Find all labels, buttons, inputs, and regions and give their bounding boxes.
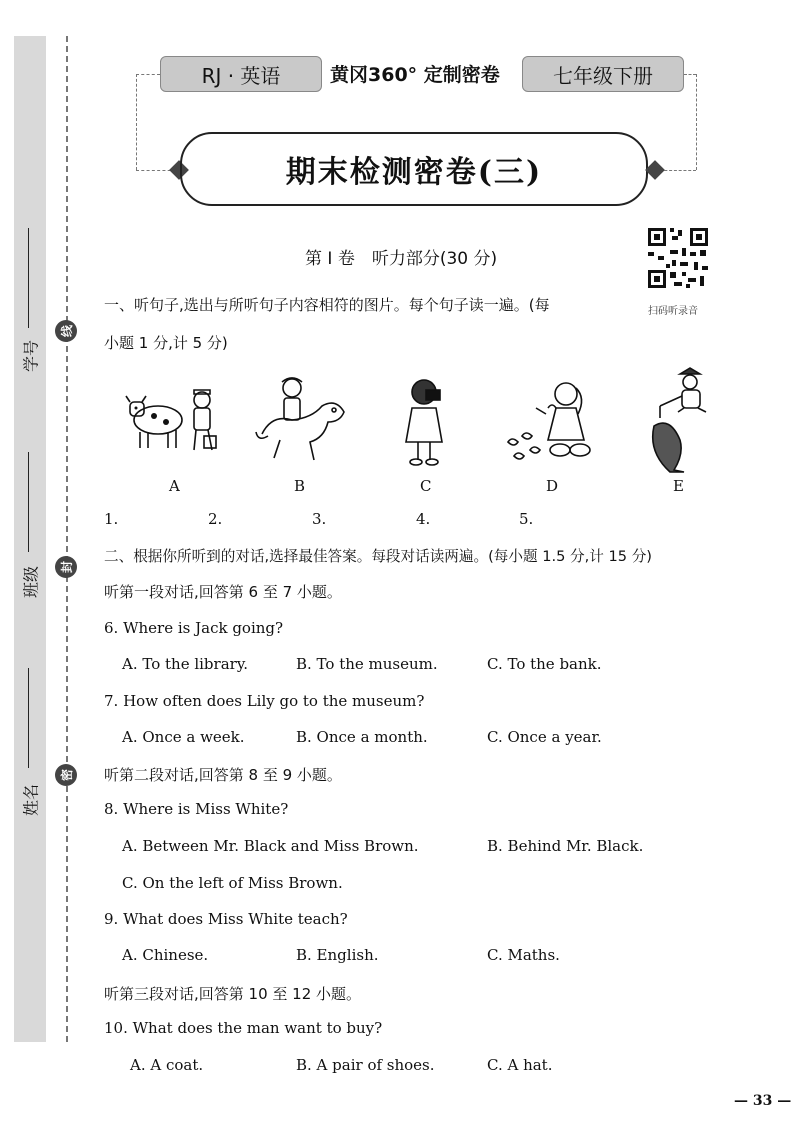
dialogue2-intro: 听第二段对话,回答第 8 至 9 小题。: [104, 766, 342, 784]
q9-option-c: C. Maths.: [487, 946, 560, 964]
q9-option-a: A. Chinese.: [122, 946, 209, 964]
picture-d-girl-chicks: [500, 378, 600, 468]
class-label: 班级: [21, 565, 41, 599]
picture-label-a: A: [169, 477, 180, 495]
q10-option-a: A. A coat.: [130, 1056, 204, 1074]
page-title: 期末检测密卷(三): [180, 132, 648, 206]
brand-label: 黄冈360° 定制密卷: [330, 64, 500, 86]
q8-question: 8. Where is Miss White?: [104, 800, 289, 818]
seal-seal-mark: 封: [55, 556, 77, 578]
q7-option-b: B. Once a month.: [296, 728, 428, 746]
section1-instruction-line2: 小题 1 分,计 5 分): [104, 334, 228, 352]
picture-label-c: C: [420, 477, 432, 495]
q8-option-b: B. Behind Mr. Black.: [487, 837, 644, 855]
name-label: 姓名: [21, 783, 41, 817]
subject-tag: RJ · 英语: [160, 56, 322, 92]
answer-number-2: 2.: [208, 510, 223, 528]
grade-tag: 七年级下册: [522, 56, 684, 92]
q6-option-b: B. To the museum.: [296, 655, 438, 673]
q7-question: 7. How often does Lily go to the museum?: [104, 692, 425, 710]
header-frame-top-left: [136, 74, 160, 75]
section2-instruction: 二、根据你所听到的对话,选择最佳答案。每段对话读两遍。(每小题 1.5 分,计 15 分): [104, 548, 653, 565]
page-number: — 33 —: [734, 1093, 792, 1109]
answer-number-5: 5.: [519, 510, 534, 528]
answer-number-4: 4.: [416, 510, 431, 528]
q7-option-a: A. Once a week.: [122, 728, 245, 746]
seal-line-mark: 线: [55, 320, 77, 342]
q10-option-c: C. A hat.: [487, 1056, 553, 1074]
picture-label-e: E: [673, 477, 684, 495]
seal-dense-mark: 密: [55, 764, 77, 786]
student-id-label: 学号: [21, 339, 41, 373]
q6-option-a: A. To the library.: [122, 655, 249, 673]
picture-b-boy-horse: [252, 374, 348, 466]
part-heading: 第 Ⅰ 卷 听力部分(30 分): [305, 249, 498, 269]
student-id-blank: [28, 228, 29, 328]
picture-a-cow-farmer: [124, 384, 224, 462]
answer-number-3: 3.: [312, 510, 327, 528]
picture-label-d: D: [546, 477, 559, 495]
q9-question: 9. What does Miss White teach?: [104, 910, 348, 928]
diamond-right-icon: [645, 160, 665, 180]
picture-e-man-fish: [648, 366, 714, 474]
q10-question: 10. What does the man want to buy?: [104, 1019, 383, 1037]
q8-option-a: A. Between Mr. Black and Miss Brown.: [122, 837, 419, 855]
qr-code-icon[interactable]: [646, 226, 710, 290]
picture-c-girl-camera: [398, 376, 452, 468]
dialogue1-intro: 听第一段对话,回答第 6 至 7 小题。: [104, 583, 342, 601]
q8-option-c: C. On the left of Miss Brown.: [122, 874, 343, 892]
binding-strip: [14, 36, 46, 1042]
q10-option-b: B. A pair of shoes.: [296, 1056, 435, 1074]
qr-caption: 扫码听录音: [648, 306, 698, 317]
name-blank: [28, 668, 29, 768]
q6-question: 6. Where is Jack going?: [104, 619, 284, 637]
q6-option-c: C. To the bank.: [487, 655, 602, 673]
picture-label-b: B: [294, 477, 306, 495]
cut-line: [66, 36, 68, 1042]
header-frame-right: [696, 74, 697, 170]
header-frame-top-right: [684, 74, 696, 75]
section1-instruction-line1: 一、听句子,选出与所听句子内容相符的图片。每个句子读一遍。(每: [104, 296, 550, 314]
header-frame-left: [136, 74, 137, 170]
dialogue3-intro: 听第三段对话,回答第 10 至 12 小题。: [104, 985, 362, 1003]
answer-number-1: 1.: [104, 510, 119, 528]
q9-option-b: B. English.: [296, 946, 379, 964]
q7-option-c: C. Once a year.: [487, 728, 602, 746]
class-blank: [28, 452, 29, 552]
